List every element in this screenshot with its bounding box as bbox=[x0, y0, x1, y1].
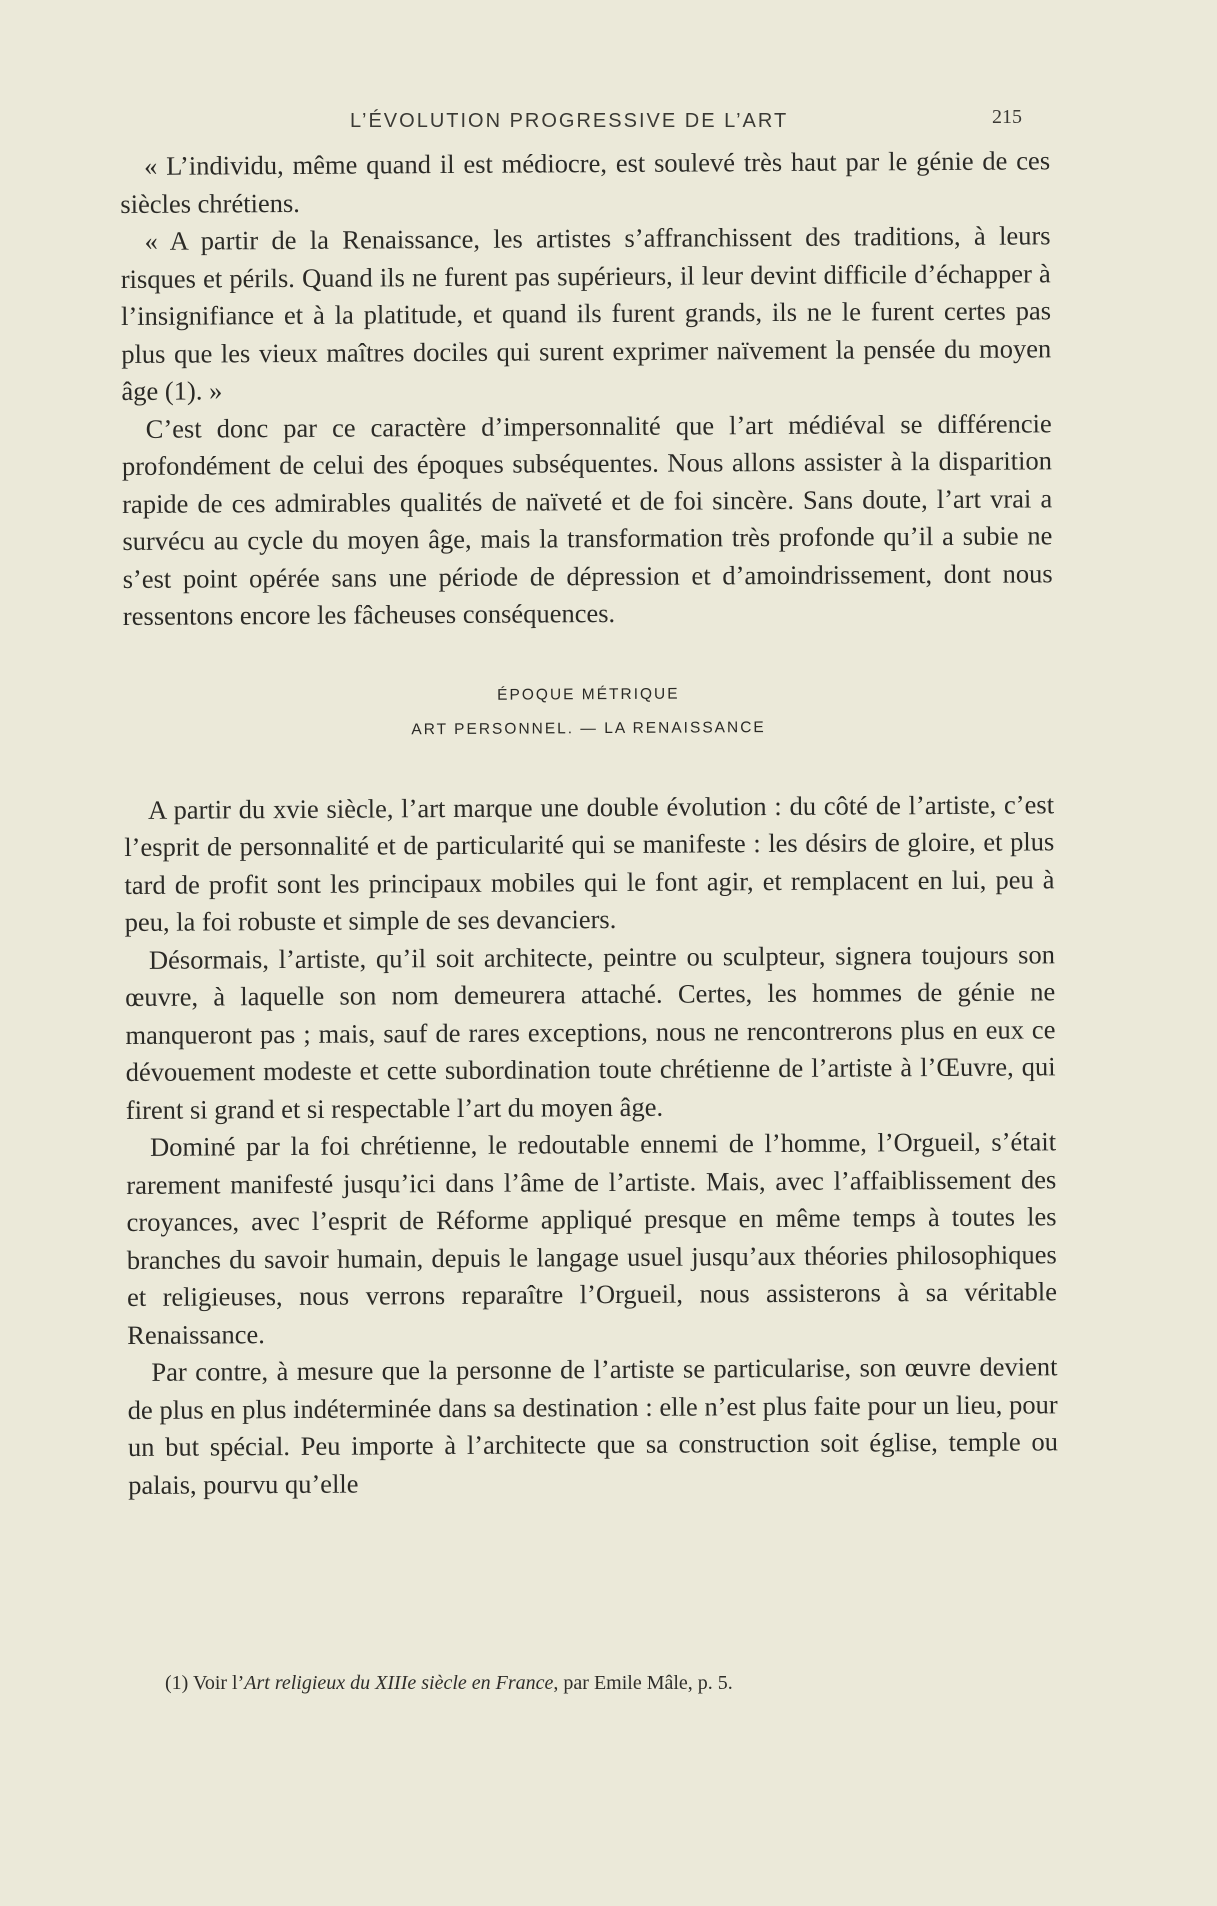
running-head bbox=[0, 104, 1217, 140]
footnote-suffix: , par Emile Mâle, p. 5. bbox=[553, 1672, 733, 1694]
body-text bbox=[120, 142, 1058, 1504]
paragraph: « L’individu, même quand il est médiocre, est soulevé très haut par le génie de ces siècles chrétiens. bbox=[120, 145, 1051, 219]
paragraph: Désormais, l’artiste, qu’il soit architecte, peintre ou sculpteur, signera toujours son œuvre, à laquelle son nom demeurera attaché. Certes, les hommes de génie ne manqueront pas ; mais, sauf de rares exceptions, nous ne rencontrerons plus en eux ce dévouement modeste et cette subordination toute chrétienne de l’artiste à l’Œuvre, qui firent si grand et si respectable l’art du moyen âge. bbox=[125, 938, 1056, 1125]
running-title: L’ÉVOLUTION PROGRESSIVE DE L’ART bbox=[350, 110, 789, 132]
section-heading bbox=[123, 678, 1053, 746]
footnote-title: Art religieux du XIIIe siècle en France bbox=[244, 1672, 554, 1694]
paragraph: A partir du xvie siècle, l’art marque une double évolution : du côté de l’artiste, c’est l’esprit de personnalité et de particularité qui se manifeste : les désirs de gloire, et plus tard de profit sont les principaux mobiles qui le font agir, et remplacent en lui, peu à peu, la foi robuste et simple de ses devanciers. bbox=[124, 788, 1055, 937]
footnote bbox=[165, 1672, 733, 1695]
section-subtitle: ART PERSONNEL. — LA RENAISSANCE bbox=[411, 718, 766, 738]
footnote-prefix: (1) Voir l’ bbox=[165, 1672, 245, 1694]
page-number: 215 bbox=[992, 106, 1022, 128]
paragraph: C’est donc par ce caractère d’impersonnalité que l’art médiéval se différencie profondément de celui des époques subséquentes. Nous allons assister à la disparition rapide de ces admirables qualités de naïveté et de foi sincère. Sans doute, l’art vrai a survécu au cycle du moyen âge, mais la transformation très profonde qu’il a subie ne s’est point opérée sans une période de dépression et d’amoindrissement, dont nous ressentons encore les fâcheuses conséquences. bbox=[121, 407, 1053, 631]
paragraph: « A partir de la Renaissance, les artistes s’affranchissent des traditions, à leurs risques et périls. Quand ils ne furent pas supérieurs, il leur devint difficile d’échapper à l’insignifiance et à la platitude, et quand ils furent grands, ils ne le furent certes pas plus que les vieux maîtres dociles qui surent exprimer naïvement la pensée du moyen âge (1). » bbox=[120, 220, 1052, 406]
paragraph: Par contre, à mesure que la personne de l’artiste se particularise, son œuvre devient de plus en plus indéterminée dans sa destination : elle n’est plus faite pour un lieu, pour un but spécial. Peu importe à l’architecte que sa construction soit église, temple ou palais, pourvu qu’elle bbox=[127, 1351, 1059, 1500]
section-title: ÉPOQUE MÉTRIQUE bbox=[497, 685, 680, 704]
paragraph: Dominé par la foi chrétienne, le redoutable ennemi de l’homme, l’Orgueil, s’était rarement manifesté jusqu’ici dans l’âme de l’artiste. Mais, avec l’affaiblissement des croyances, avec l’esprit de Réforme appliqué presque en même temps à toutes les branches du savoir humain, depuis le langage usuel jusqu’aux théories philosophiques et religieuses, nous verrons reparaître l’Orgueil, nous assisterons à sa véritable Renaissance. bbox=[126, 1126, 1058, 1350]
